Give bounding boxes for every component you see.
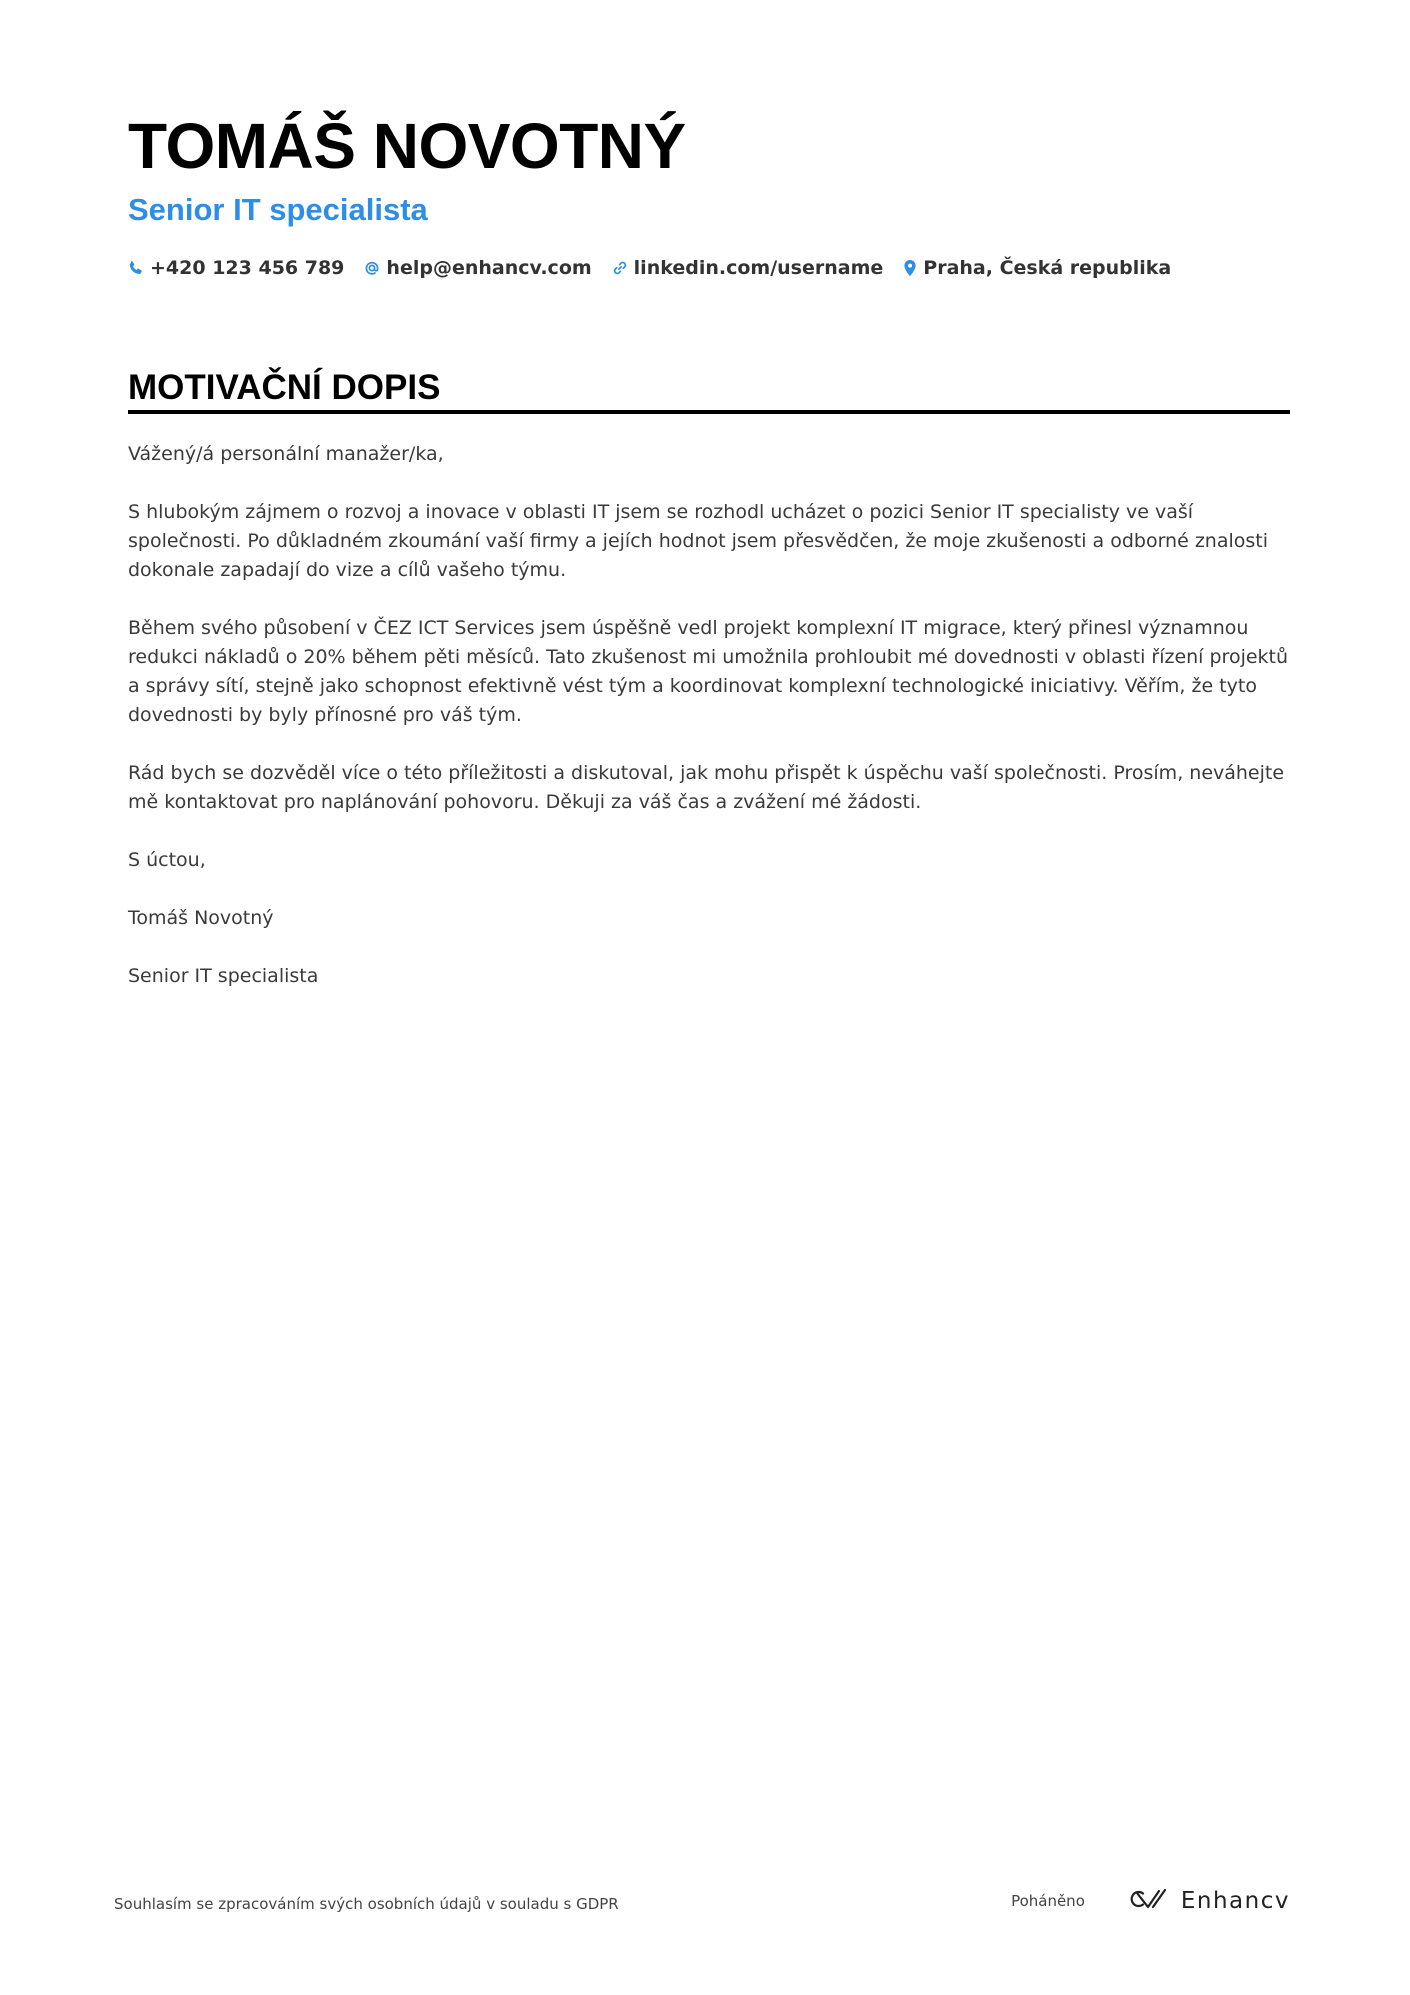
section-divider xyxy=(128,410,1290,414)
candidate-job-title: Senior IT specialista xyxy=(128,192,428,227)
letter-closing: S úctou, xyxy=(128,849,206,871)
signature-title: Senior IT specialista xyxy=(128,965,319,987)
link-icon xyxy=(612,260,628,276)
letter-paragraph: Rád bych se dozvěděl více o této příležitosti a diskutoval, jak mohu přispět k úspěchu vaší společnosti. Prosím, neváhejte mě kontaktovat pro naplánování pohovoru. Děkuji za váš čas a zvážení mé žádosti. xyxy=(128,762,1285,813)
letter-salutation: Vážený/á personální manažer/ka, xyxy=(128,443,444,465)
contact-email[interactable] xyxy=(364,254,591,282)
contact-phone[interactable] xyxy=(128,254,344,282)
signature-name: Tomáš Novotný xyxy=(128,907,274,929)
letter-body xyxy=(128,440,1290,1020)
contact-linkedin[interactable] xyxy=(612,254,884,282)
contact-phone-text: +420 123 456 789 xyxy=(150,257,345,279)
contact-email-text: help@enhancv.com xyxy=(386,257,592,279)
footer-branding xyxy=(1011,1886,1290,1916)
enhancv-logo[interactable] xyxy=(1125,1886,1290,1916)
map-pin-icon xyxy=(903,259,917,277)
phone-icon xyxy=(128,260,144,276)
candidate-name: TOMÁŠ NOVOTNÝ xyxy=(128,110,686,182)
enhancv-logo-icon xyxy=(1125,1886,1171,1916)
letter-paragraph: S hlubokým zájmem o rozvoj a inovace v oblasti IT jsem se rozhodl ucházet o pozici Senior IT specialisty ve vaší společnosti. Po důkladném zkoumání vaší firmy a jejích hodnot jsem přesvědčen, že moje zkušenosti a odborné znalosti dokonale zapadají do vize a cílů vašeho týmu. xyxy=(128,501,1269,581)
at-icon xyxy=(364,260,380,276)
letter-paragraph: Během svého působení v ČEZ ICT Services jsem úspěšně vedl projekt komplexní IT migrace, který přinesl významnou redukci nákladů o 20% během pěti měsíců. Tato zkušenost mi umožnila prohloubit mé dovednosti v oblasti řízení projektů a správy sítí, stejně jako schopnost efektivně vést tým a koordinovat komplexní technologické iniciativy. Věřím, že tyto dovednosti by byly přínosné pro váš tým. xyxy=(128,617,1289,726)
contact-location-text: Praha, Česká republika xyxy=(923,257,1172,279)
contact-bar xyxy=(128,254,1171,282)
contact-linkedin-text: linkedin.com/username xyxy=(633,257,884,279)
section-title: MOTIVAČNÍ DOPIS xyxy=(128,368,441,407)
contact-location xyxy=(903,254,1171,282)
gdpr-consent-note: Souhlasím se zpracováním svých osobních údajů v souladu s GDPR xyxy=(114,1895,619,1913)
powered-by-label: Poháněno xyxy=(1011,1892,1085,1910)
enhancv-logo-text: Enhancv xyxy=(1180,1888,1290,1914)
